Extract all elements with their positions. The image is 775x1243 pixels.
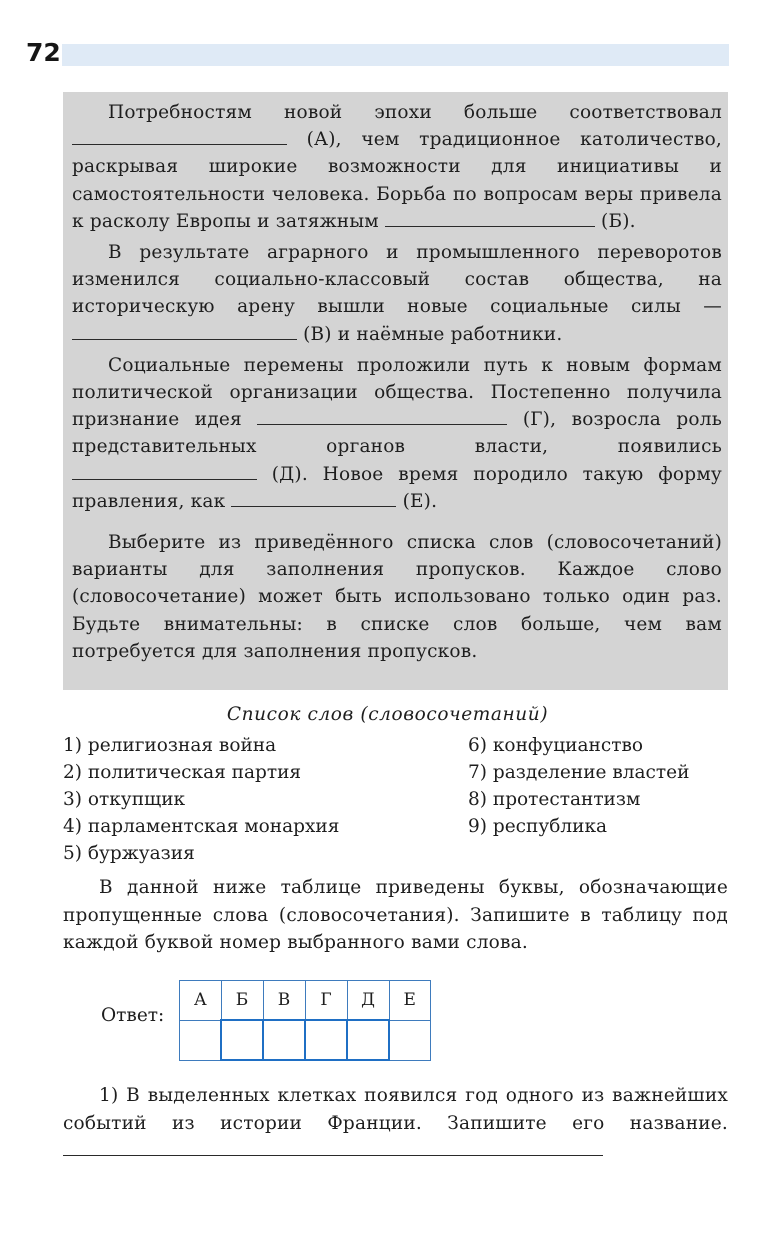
- list-item: 1) религиозная война: [63, 735, 277, 756]
- page-number: 72: [26, 38, 61, 67]
- list-item: 6) конфуцианство: [468, 735, 644, 756]
- word-list-left: [63, 732, 339, 867]
- task-text-segment: (Е).: [402, 490, 438, 512]
- blank-e[interactable]: [231, 490, 396, 507]
- answer-letter-cell: В: [263, 981, 305, 1021]
- table-instruction: В данной ниже таблице приведены буквы, обозначающие пропущенные слова (словосочетания). Запишите в таблицу под каждой буквой номер выбранного вами слова.: [63, 877, 728, 953]
- task-text-segment: (В) и наёмные работники.: [303, 323, 563, 345]
- answer-label: Ответ:: [101, 1005, 165, 1026]
- list-item: 2) политическая партия: [63, 762, 302, 783]
- blank-d[interactable]: [72, 463, 257, 480]
- task-text-segment: (Б).: [601, 210, 636, 232]
- word-list-right: [468, 732, 689, 840]
- task-text-segment: Потребностям новой эпохи больше соответствовал: [108, 102, 722, 123]
- answer-input-cell-b-highlighted[interactable]: [221, 1020, 263, 1060]
- blank-g[interactable]: [257, 408, 507, 425]
- task-instruction: Выберите из приведённого списка слов (словосочетаний) варианты для заполнения пропусков. Каждое слово (словосочетание) может быть использовано только один раз. Будьте внимательны: в списке слов больше, чем вам потребуется для заполнения пропусков.: [72, 532, 722, 662]
- list-item: 5) буржуазия: [63, 843, 195, 864]
- list-item: 9) республика: [468, 816, 608, 837]
- blank-a[interactable]: [72, 128, 287, 145]
- header-bar: [62, 44, 729, 66]
- answer-letter-cell: Г: [305, 981, 347, 1021]
- task-text-segment: В результате аграрного и промышленного переворотов изменился социально-классовый состав общества, на историческую арену вышли новые социальные силы —: [72, 242, 722, 318]
- task-paragraph-2: [72, 239, 722, 348]
- answer-input-cell-g-highlighted[interactable]: [305, 1020, 347, 1060]
- list-item: 3) откупщик: [63, 789, 186, 810]
- question-1-answer-line[interactable]: [63, 1141, 603, 1156]
- list-item: 4) парламентская монархия: [63, 816, 340, 837]
- blank-b[interactable]: [385, 210, 595, 227]
- answer-input-cell-d-highlighted[interactable]: [347, 1020, 389, 1060]
- answer-table: [179, 980, 431, 1061]
- word-list-title: Список слов (словосочетаний): [226, 704, 549, 725]
- answer-input-cell-v-highlighted[interactable]: [263, 1020, 305, 1060]
- task-text-segment: (Д). Новое время породило такую форму правления, как: [72, 463, 722, 512]
- task-paragraph-3: [72, 352, 722, 515]
- answer-letter-cell: А: [180, 981, 222, 1021]
- list-item: 8) протестантизм: [468, 789, 641, 810]
- task-text-segment: (А), чем традиционное католичество, раскрывая широкие возможности для инициативы и самостоятельности человека. Борьба по вопросам веры привела к расколу Европы и затяжным: [72, 129, 722, 232]
- answer-letter-cell: Е: [389, 981, 431, 1021]
- answer-input-cell-e[interactable]: [389, 1020, 431, 1060]
- task-paragraph-1: [72, 99, 722, 235]
- list-item: 7) разделение властей: [468, 762, 690, 783]
- task-text: [72, 99, 722, 665]
- answer-input-cell-a[interactable]: [180, 1020, 222, 1060]
- task-text-segment: Социальные перемены проложили путь к новым формам политической организации общества. Постепенно получила признание идея: [72, 354, 722, 431]
- answer-letter-cell: Б: [221, 981, 263, 1021]
- task-text-segment: (Г), возросла роль представительных органов власти, появились: [72, 409, 722, 458]
- question-1: [63, 1082, 728, 1165]
- answer-letter-cell: Д: [347, 981, 389, 1021]
- question-1-text: 1) В выделенных клетках появился год одного из важнейших событий из истории Франции. Запишите его название.: [63, 1085, 728, 1134]
- blank-v[interactable]: [72, 323, 297, 340]
